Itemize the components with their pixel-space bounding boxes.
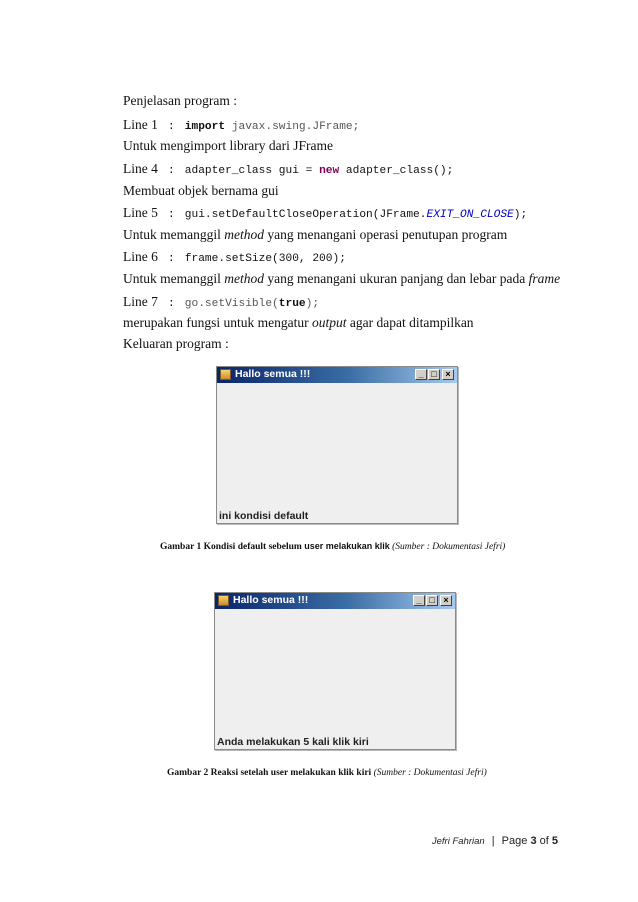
code-keyword: import: [184, 121, 226, 133]
code-constant: EXIT_ON_CLOSE: [426, 209, 514, 221]
line-6-row: Line 6 : frame.setSize(300, 200);: [123, 249, 346, 265]
line-1-row: Line 1 : import javax.swing.JFrame;: [123, 117, 360, 133]
line-label: Line 7: [123, 294, 158, 309]
code-text-rest: );: [513, 209, 528, 221]
code-text: frame.setSize(300, 200);: [184, 253, 346, 265]
code-text: adapter_class gui =: [184, 165, 320, 177]
line-6-description: Untuk memanggil method yang menangani ukuran panjang dan lebar pada frame: [123, 271, 561, 286]
window-titlebar: [215, 593, 455, 609]
window-title: Hallo semua !!!: [235, 368, 311, 380]
line-4-description: Membuat objek bernama gui: [123, 183, 279, 198]
line-7-row: Line 7 : go.setVisible(true);: [123, 294, 320, 310]
java-window-screenshot: [216, 366, 458, 524]
close-icon: ×: [442, 369, 454, 380]
line-5-row: Line 5 : gui.setDefaultCloseOperation(JFrame.EXIT_ON_CLOSE);: [123, 205, 528, 221]
line-1-description: Untuk mengimport library dari JFrame: [123, 138, 333, 153]
code-keyword: new: [319, 165, 340, 177]
line-5-description: Untuk memanggil method yang menangani operasi penutupan program: [123, 227, 508, 242]
line-label: Line 5: [123, 205, 158, 220]
line-label: Line 1: [123, 117, 158, 132]
figure-caption: Gambar 1 Kondisi default sebelum user melakukan klik (Sumber : Dokumentasi Jefri): [160, 541, 506, 552]
line-7-description: merupakan fungsi untuk mengatur output agar dapat ditampilkan: [123, 315, 474, 330]
line-label: Line 4: [123, 161, 158, 176]
explanation-title: Penjelasan program :: [123, 93, 237, 108]
footer-page-word: Page: [501, 835, 528, 847]
figure-caption: Gambar 2 Reaksi setelah user melakukan klik kiri (Sumber : Dokumentasi Jefri): [167, 768, 487, 778]
line-4-row: Line 4 : adapter_class gui = new adapter_class();: [123, 161, 454, 177]
java-app-icon: [218, 595, 229, 606]
window-status-label: Anda melakukan 5 kali klik kiri: [217, 736, 369, 748]
code-keyword: true: [278, 298, 306, 310]
page-footer: [432, 835, 558, 847]
window-title: Hallo semua !!!: [233, 594, 309, 606]
maximize-icon: □: [426, 595, 438, 606]
code-text: javax.swing.JFrame;: [225, 121, 360, 133]
minimize-icon: _: [415, 369, 427, 380]
code-text: gui.setDefaultCloseOperation(JFrame.: [184, 209, 427, 221]
code-text: go.setVisible(: [184, 298, 279, 310]
footer-author: Jefri Fahrian: [431, 836, 485, 847]
java-app-icon: [220, 369, 231, 380]
maximize-icon: □: [428, 369, 440, 380]
footer-separator: |: [491, 835, 495, 847]
footer-page-number: 3: [530, 835, 537, 847]
line-label: Line 6: [123, 249, 158, 264]
code-text-rest: adapter_class();: [339, 165, 454, 177]
window-titlebar: [217, 367, 457, 383]
minimize-icon: _: [413, 595, 425, 606]
footer-of-word: of: [539, 835, 549, 847]
footer-total-pages: 5: [551, 835, 558, 847]
window-status-label: ini kondisi default: [219, 510, 309, 522]
close-icon: ×: [440, 595, 452, 606]
output-title: Keluaran program :: [123, 336, 229, 351]
java-window-screenshot: [214, 592, 456, 750]
code-text-rest: );: [305, 298, 320, 310]
